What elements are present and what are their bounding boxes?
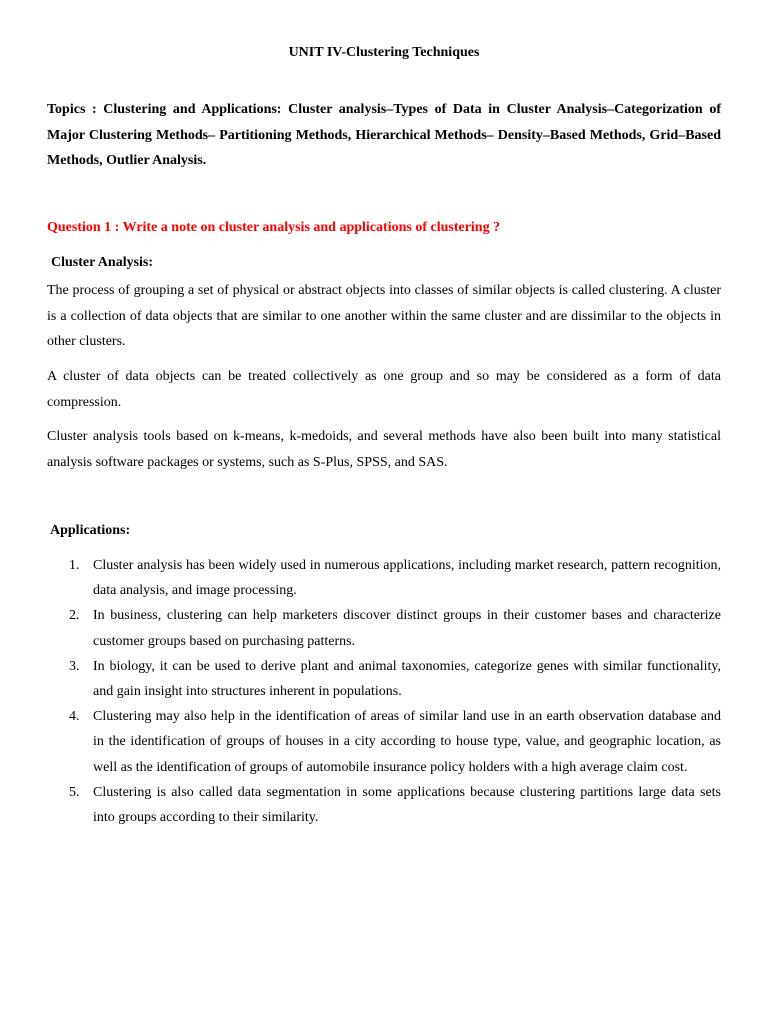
document-title: UNIT IV-Clustering Techniques: [288, 45, 480, 60]
cluster-analysis-paragraph-2: A cluster of data objects can be treated collectively as one group and so may be considered as a form of data compression.: [47, 369, 721, 410]
list-item-text: Clustering is also called data segmentation in some applications because clustering partitions large data sets into groups according to their similarity.: [93, 784, 721, 826]
list-item-number: 3.: [69, 658, 80, 674]
list-item: [47, 704, 721, 780]
list-item-text: Cluster analysis has been widely used in numerous applications, including market research, pattern recognition, data analysis, and image processing.: [93, 558, 721, 599]
cluster-analysis-paragraph-1: The process of grouping a set of physical or abstract objects into classes of similar objects is called clustering. A cluster is a collection of data objects that are similar to one another within the same cluster and are dissimilar to the objects in other clusters.: [47, 283, 721, 349]
applications-heading: Applications:: [50, 523, 131, 538]
list-item-number: 5.: [69, 784, 80, 800]
cluster-analysis-paragraph-3: Cluster analysis tools based on k-means, k-medoids, and several methods have also been built into many statistical analysis software packages or systems, such as S-Plus, SPSS, and SAS.: [47, 429, 721, 470]
list-item: [47, 780, 721, 830]
list-item-number: 1.: [69, 558, 80, 573]
question-heading: Question 1 : Write a note on cluster analysis and applications of clustering ?: [47, 220, 501, 235]
topics-paragraph: Topics : Clustering and Applications: Cluster analysis–Types of Data in Cluster Analysis–Categorization of Major Clustering Methods– Partitioning Methods, Hierarchical Methods– Density–Based Methods, Grid–Based Methods, Outlier Analysis.: [47, 102, 721, 168]
list-item-number: 4.: [69, 709, 80, 725]
list-item-text: Clustering may also help in the identification of areas of similar land use in an earth observation database and in the identification of groups of houses in a city according to house type, value, and geographic location, as well as the identification of groups of automobile insurance policy holders with a high average claim cost.: [93, 709, 721, 775]
list-item: [47, 654, 721, 704]
list-item: [47, 553, 721, 603]
list-item-number: 2.: [69, 608, 80, 624]
list-item-text: In business, clustering can help marketers discover distinct groups in their customer bases and characterize customer groups based on purchasing patterns.: [93, 608, 721, 649]
list-item-text: In biology, it can be used to derive plant and animal taxonomies, categorize genes with similar functionality, and gain insight into structures inherent in populations.: [93, 658, 721, 700]
list-item: [47, 603, 721, 653]
cluster-analysis-heading: Cluster Analysis:: [51, 255, 154, 270]
applications-list: [47, 553, 721, 830]
